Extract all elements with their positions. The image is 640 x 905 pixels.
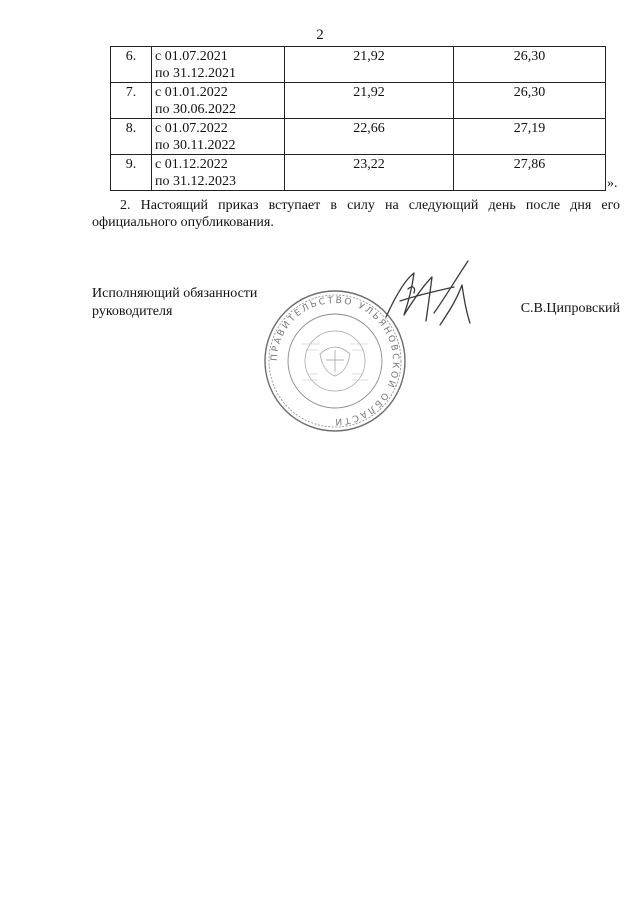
period-to: по 30.11.2022 <box>155 138 236 153</box>
row-period <box>152 47 285 83</box>
period-to: по 31.12.2023 <box>155 174 236 189</box>
row-value-1: 21,92 <box>285 47 454 83</box>
table-row <box>111 119 606 155</box>
table-row <box>111 83 606 119</box>
row-number: 8. <box>111 119 152 155</box>
period-to: по 30.06.2022 <box>155 102 236 117</box>
period-from: с 01.07.2021 <box>155 49 228 64</box>
position-line-2: руководителя <box>92 304 173 319</box>
position-line-1: Исполняющий обязанности <box>92 286 258 301</box>
page-number: 2 <box>316 27 324 43</box>
row-value-1: 23,22 <box>285 155 454 191</box>
period-from: с 01.01.2022 <box>155 85 228 100</box>
period-to: по 31.12.2021 <box>155 66 236 81</box>
table-row <box>111 47 606 83</box>
row-value-2: 27,19 <box>454 119 606 155</box>
row-number: 6. <box>111 47 152 83</box>
period-from: с 01.12.2022 <box>155 157 228 172</box>
row-period <box>152 83 285 119</box>
row-number: 7. <box>111 83 152 119</box>
seal-text: ПРАВИТЕЛЬСТВО УЛЬЯНОВСКОЙ ОБЛАСТИ <box>269 295 401 427</box>
table-row <box>111 155 606 191</box>
row-number: 9. <box>111 155 152 191</box>
closing-quote: ». <box>607 176 618 191</box>
row-value-2: 26,30 <box>454 83 606 119</box>
row-period <box>152 119 285 155</box>
row-value-2: 26,30 <box>454 47 606 83</box>
period-from: с 01.07.2022 <box>155 121 228 136</box>
handwritten-signature-icon <box>378 255 488 335</box>
tariff-table <box>110 46 606 191</box>
row-value-1: 22,66 <box>285 119 454 155</box>
row-value-1: 21,92 <box>285 83 454 119</box>
effective-date-paragraph: 2. Настоящий приказ вступает в силу на следующий день после дня его официального опубликования. <box>92 198 620 230</box>
row-value-2: 27,86 <box>454 155 606 191</box>
signer-name: С.В.Ципровский <box>520 301 620 316</box>
row-period <box>152 155 285 191</box>
signer-position <box>92 285 257 321</box>
